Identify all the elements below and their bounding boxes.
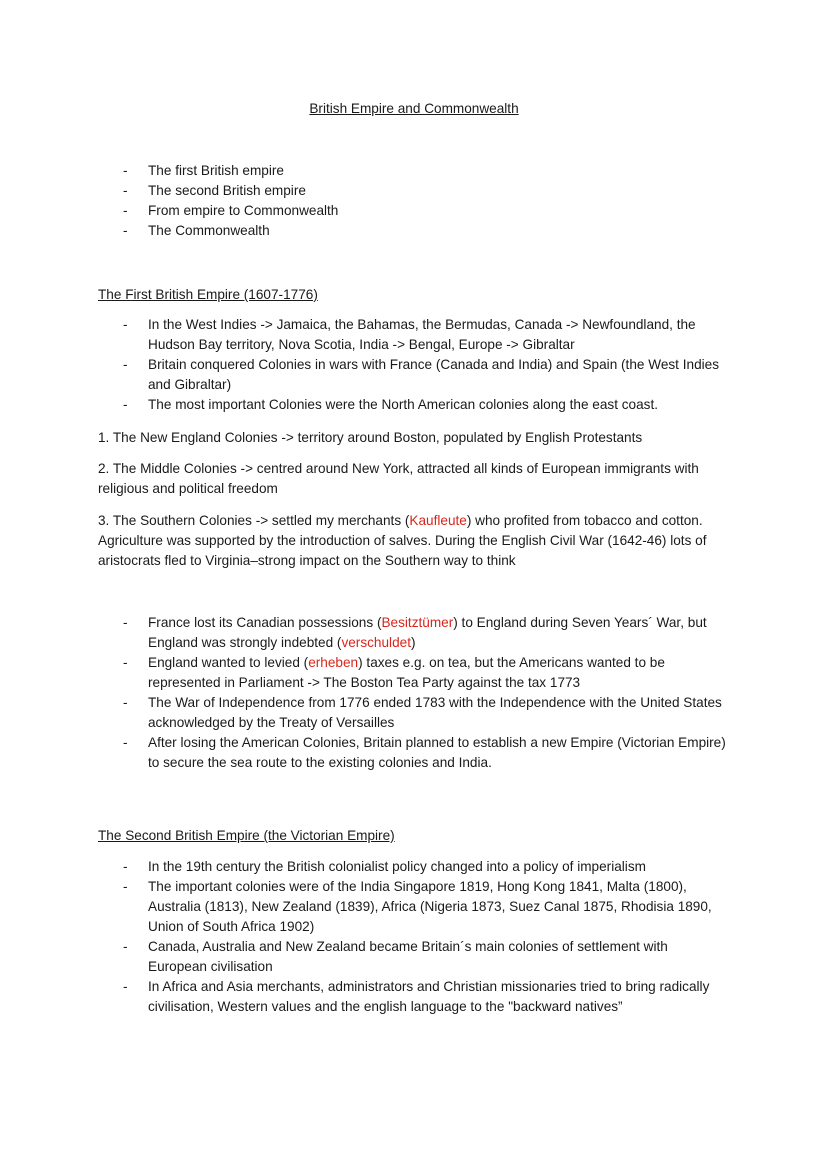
- text-span: ) who profited from tobacco and cotton. Agriculture was supported by the introduction of salves. During the English Civil War (1642-46) lots of aristocrats fled to Virginia–strong impact on the Southern way to think: [98, 513, 707, 568]
- text-span: ) to England during Seven Years´ War, but England was strongly indebted (: [148, 615, 707, 650]
- section-heading-second-empire: The Second British Empire (the Victorian Empire): [98, 828, 395, 843]
- list-item: - The Commonwealth: [0, 221, 828, 241]
- list-item: - The important colonies were of the India Singapore 1819, Hong Kong 1841, Malta (1800), Australia (1813), New Zealand (1839), Africa (Nigeria 1873, Suez Canal 1875, Rhodisia 1890, Union of South Africa 1902): [0, 877, 828, 937]
- translation-term: Besitztümer: [381, 615, 454, 630]
- list-item: - In Africa and Asia merchants, administrators and Christian missionaries tried to bring radically civilisation, Western values and the english language to the "backward natives”: [0, 977, 828, 1017]
- second-empire-list: [0, 857, 828, 1017]
- list-item: - The most important Colonies were the North American colonies along the east coast.: [0, 395, 828, 415]
- text-span: France lost its Canadian possessions (: [148, 615, 382, 630]
- text-span: ) taxes e.g. on tea, but the Americans wanted to be represented in Parliament -> The Boston Tea Party against the tax 1773: [148, 655, 665, 690]
- list-item: - The second British empire: [0, 181, 828, 201]
- translation-term: erheben: [308, 655, 359, 670]
- text-span: ): [410, 635, 416, 650]
- list-item: - In the 19th century the British colonialist policy changed into a policy of imperialism: [0, 857, 828, 877]
- paragraph-new-england: 1. The New England Colonies -> territory around Boston, populated by English Protestants: [98, 430, 643, 445]
- list-item: - The War of Independence from 1776 ended 1783 with the Independence with the United States acknowledged by the Treaty of Versailles: [0, 693, 828, 733]
- list-item: [0, 613, 828, 653]
- list-item: - In the West Indies -> Jamaica, the Bahamas, the Bermudas, Canada -> Newfoundland, the Hudson Bay territory, Nova Scotia, India -> Bengal, Europe -> Gibraltar: [0, 315, 828, 355]
- translation-term: verschuldet: [341, 635, 411, 650]
- translation-term: Kaufleute: [409, 513, 467, 528]
- list-item: - The first British empire: [0, 161, 828, 181]
- page-title: British Empire and Commonwealth: [309, 101, 519, 116]
- list-item: - Britain conquered Colonies in wars with France (Canada and India) and Spain (the West Indies and Gibraltar): [0, 355, 828, 395]
- first-empire-list: [0, 315, 828, 415]
- text-span: 3. The Southern Colonies -> settled my merchants (: [98, 513, 410, 528]
- list-item: - Canada, Australia and New Zealand became Britain´s main colonies of settlement with European civilisation: [0, 937, 828, 977]
- toc-list: [0, 161, 828, 241]
- text-span: England wanted to levied (: [148, 655, 309, 670]
- list-item: - From empire to Commonwealth: [0, 201, 828, 221]
- first-empire-list-2: [0, 613, 828, 773]
- paragraph-southern-colonies: [98, 511, 738, 571]
- paragraph-middle-colonies: 2. The Middle Colonies -> centred around New York, attracted all kinds of European immigrants with religious and political freedom: [98, 461, 699, 496]
- list-item: - After losing the American Colonies, Britain planned to establish a new Empire (Victorian Empire) to secure the sea route to the existing colonies and India.: [0, 733, 828, 773]
- section-heading-first-empire: The First British Empire (1607-1776): [98, 287, 318, 302]
- list-item: [0, 653, 828, 693]
